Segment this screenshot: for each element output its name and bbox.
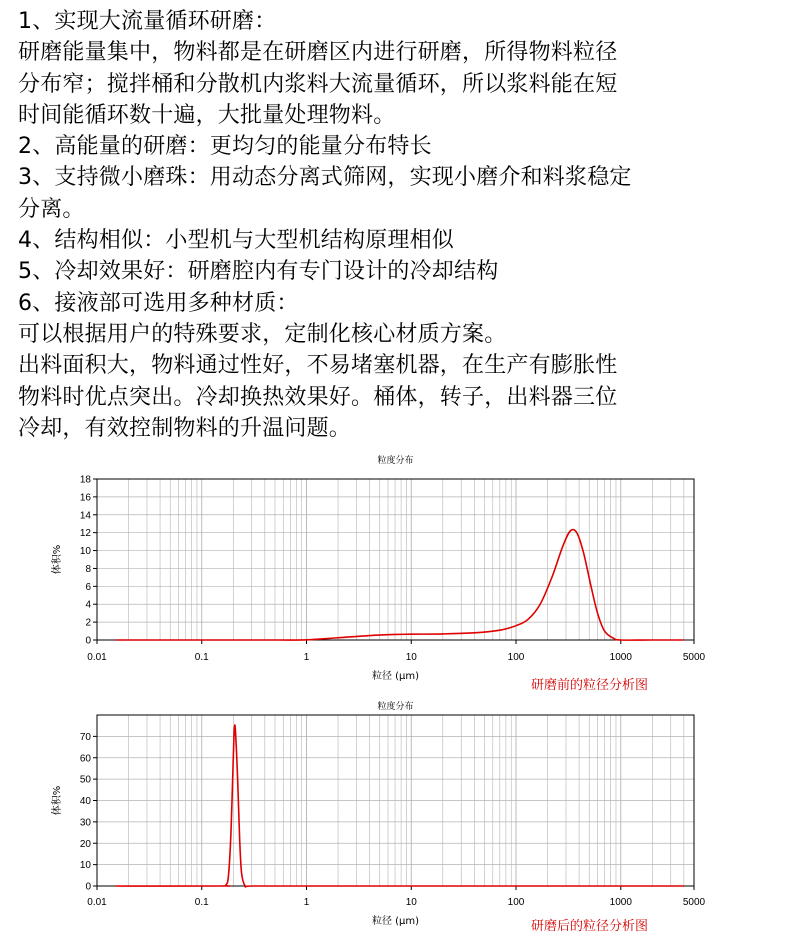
chart-before-grinding <box>0 448 790 696</box>
text-line: 时间能循环数十遍，大批量处理物料。 <box>18 102 396 128</box>
y-tick-label: 60 <box>79 753 91 765</box>
y-axis-label: 体积% <box>52 785 63 816</box>
x-tick-label: 1000 <box>609 897 632 908</box>
y-tick-label: 70 <box>79 731 91 743</box>
x-tick-label: 100 <box>507 652 525 663</box>
y-tick-label: 12 <box>79 528 91 540</box>
chart-title: 粒度分布 <box>377 702 414 712</box>
chart-caption: 研磨后的粒径分析图 <box>531 919 649 934</box>
y-tick-label: 0 <box>85 881 91 893</box>
text-line: 分布窄；搅拌桶和分散机内浆料大流量循环，所以浆料能在短 <box>18 71 618 97</box>
text-line: 1、实现大流量循环研磨： <box>18 9 277 34</box>
x-tick-label: 5000 <box>682 897 706 908</box>
y-tick-label: 20 <box>79 838 91 850</box>
x-tick-label: 1 <box>303 897 310 908</box>
x-tick-label: 10 <box>405 897 417 908</box>
text-line: 3、支持微小磨珠：用动态分离式筛网，实现小磨介和料浆稳定 <box>18 165 632 191</box>
text-line: 冷却，有效控制物料的升温问题。 <box>18 415 352 441</box>
x-axis-label: 粒径 (μm) <box>371 916 420 927</box>
chart-after-grinding <box>0 696 790 944</box>
chart-title: 粒度分布 <box>377 456 414 466</box>
x-tick-label: 5000 <box>682 652 706 663</box>
y-tick-label: 40 <box>79 796 91 807</box>
x-tick-label: 0.1 <box>194 652 209 663</box>
text-line: 5、冷却效果好：研磨腔内有专门设计的冷却结构 <box>18 259 499 285</box>
y-tick-label: 18 <box>79 474 91 486</box>
y-tick-label: 4 <box>85 599 91 611</box>
chart-caption: 研磨前的粒径分析图 <box>531 678 649 693</box>
text-line: 出料面积大，物料通过性好，不易堵塞机器，在生产有膨胀性 <box>18 353 618 379</box>
y-tick-label: 10 <box>79 860 91 872</box>
text-line: 2、高能量的研磨：更均匀的能量分布特长 <box>18 134 432 160</box>
y-tick-label: 6 <box>85 581 91 593</box>
text-line: 研磨能量集中，物料都是在研磨区内进行研磨，所得物料粒径 <box>18 40 618 66</box>
y-axis-label: 体积% <box>52 544 63 575</box>
x-tick-label: 1 <box>303 652 310 663</box>
text-line: 4、结构相似：小型机与大型机结构原理相似 <box>18 228 454 254</box>
text-line: 分离。 <box>18 196 85 222</box>
y-tick-label: 0 <box>85 635 91 647</box>
y-tick-label: 50 <box>79 774 91 786</box>
x-tick-label: 1000 <box>609 652 632 663</box>
y-tick-label: 14 <box>79 510 91 522</box>
series-line-研磨后 <box>115 725 683 887</box>
text-line: 6、接液部可选用多种材质： <box>18 290 299 316</box>
x-axis-label: 粒径 (μm) <box>371 671 420 682</box>
y-tick-label: 8 <box>85 563 91 575</box>
y-tick-label: 10 <box>79 546 91 558</box>
y-tick-label: 2 <box>85 617 91 629</box>
x-tick-label: 10 <box>405 652 417 663</box>
text-line: 物料时优点突出。冷却换热效果好。桶体，转子，出料器三位 <box>18 384 618 410</box>
x-tick-label: 100 <box>507 897 525 908</box>
y-tick-label: 16 <box>79 492 91 504</box>
text-line: 可以根据用户的特殊要求，定制化核心材质方案。 <box>18 321 507 347</box>
x-tick-label: 0.01 <box>87 897 107 908</box>
x-tick-label: 0.01 <box>87 652 107 663</box>
x-tick-label: 0.1 <box>194 897 209 908</box>
feature-description <box>18 6 783 444</box>
y-tick-label: 30 <box>79 817 91 829</box>
series-line-研磨前 <box>115 530 683 641</box>
